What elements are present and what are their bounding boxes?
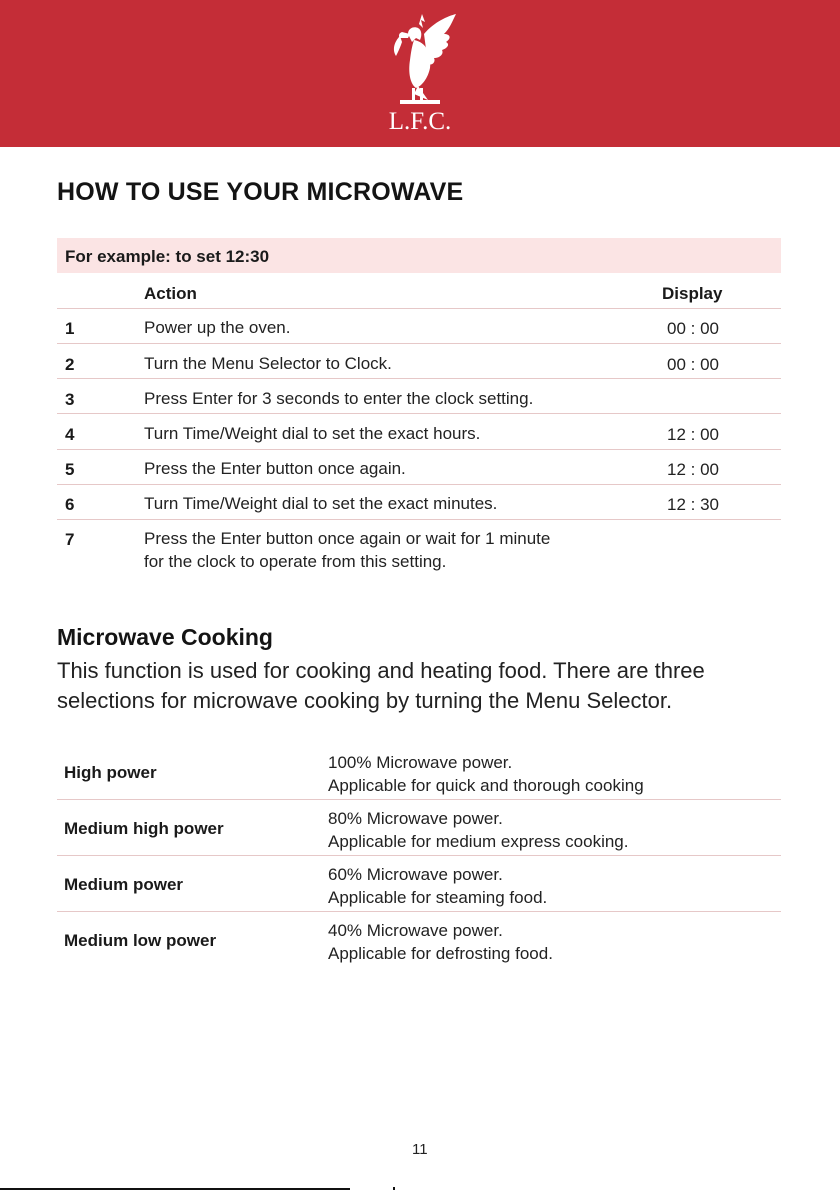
table-divider — [57, 855, 781, 856]
section-title-microwave-cooking: Microwave Cooking — [57, 624, 273, 650]
power-level-line: Applicable for quick and thorough cooking — [328, 776, 644, 795]
table-divider — [57, 449, 781, 450]
page-number: 11 — [412, 1141, 428, 1158]
step-number: 1 — [65, 319, 75, 338]
liverbird-crest-logo — [378, 12, 462, 136]
column-header-display: Display — [662, 284, 723, 303]
power-level-name: Medium low power — [64, 931, 217, 950]
power-level-line: 40% Microwave power. — [328, 921, 503, 940]
section-body-line: selections for microwave cooking by turning the Menu Selector. — [57, 688, 673, 713]
step-number: 4 — [65, 425, 75, 444]
step-number: 2 — [65, 355, 75, 374]
footer-mark — [393, 1187, 395, 1190]
step-display: 12 : 00 — [667, 425, 719, 444]
step-action: Turn Time/Weight dial to set the exact hours. — [144, 424, 481, 443]
example-heading-bar — [57, 238, 781, 273]
section-body-line: This function is used for cooking and heating food. There are three — [57, 658, 705, 683]
footer-rule — [0, 1188, 350, 1190]
step-action: Press the Enter button once again. — [144, 459, 406, 478]
power-level-description — [328, 919, 553, 965]
power-level-description — [328, 863, 547, 909]
step-number: 7 — [65, 530, 75, 549]
section-body — [57, 656, 797, 716]
power-level-description — [328, 751, 644, 797]
step-display: 12 : 30 — [667, 495, 719, 514]
step-action: Press Enter for 3 seconds to enter the clock setting. — [144, 389, 534, 408]
logo-text: L.F.C. — [388, 108, 452, 135]
step-action: Turn the Menu Selector to Clock. — [144, 354, 392, 373]
step-display: 00 : 00 — [667, 319, 719, 338]
step-action-continued: for the clock to operate from this setting. — [144, 552, 447, 571]
step-display: 12 : 00 — [667, 460, 719, 479]
step-number: 3 — [65, 390, 75, 409]
table-divider — [57, 308, 781, 309]
table-divider — [57, 413, 781, 414]
step-action: Press the Enter button once again or wait for 1 minute — [144, 529, 551, 548]
header-banner — [0, 0, 840, 147]
table-divider — [57, 378, 781, 379]
step-display: 00 : 00 — [667, 355, 719, 374]
power-level-line: Applicable for steaming food. — [328, 888, 548, 907]
power-level-line: 100% Microwave power. — [328, 753, 513, 772]
table-divider — [57, 799, 781, 800]
table-divider — [57, 343, 781, 344]
power-level-line: Applicable for defrosting food. — [328, 944, 553, 963]
power-level-line: 60% Microwave power. — [328, 865, 503, 884]
page-title: HOW TO USE YOUR MICROWAVE — [57, 178, 464, 206]
step-action: Turn Time/Weight dial to set the exact minutes. — [144, 494, 498, 513]
step-number: 5 — [65, 460, 75, 479]
liverbird-icon — [378, 12, 462, 108]
power-level-description — [328, 807, 628, 853]
step-action: Power up the oven. — [144, 318, 291, 337]
step-number: 6 — [65, 495, 75, 514]
table-divider — [57, 484, 781, 485]
power-level-name: High power — [64, 763, 157, 782]
table-divider — [57, 519, 781, 520]
example-heading: For example: to set 12:30 — [65, 247, 270, 266]
table-divider — [57, 911, 781, 912]
power-level-line: Applicable for medium express cooking. — [328, 832, 629, 851]
power-level-name: Medium high power — [64, 819, 224, 838]
power-level-name: Medium power — [64, 875, 184, 894]
power-level-line: 80% Microwave power. — [328, 809, 503, 828]
column-header-action: Action — [144, 284, 197, 303]
